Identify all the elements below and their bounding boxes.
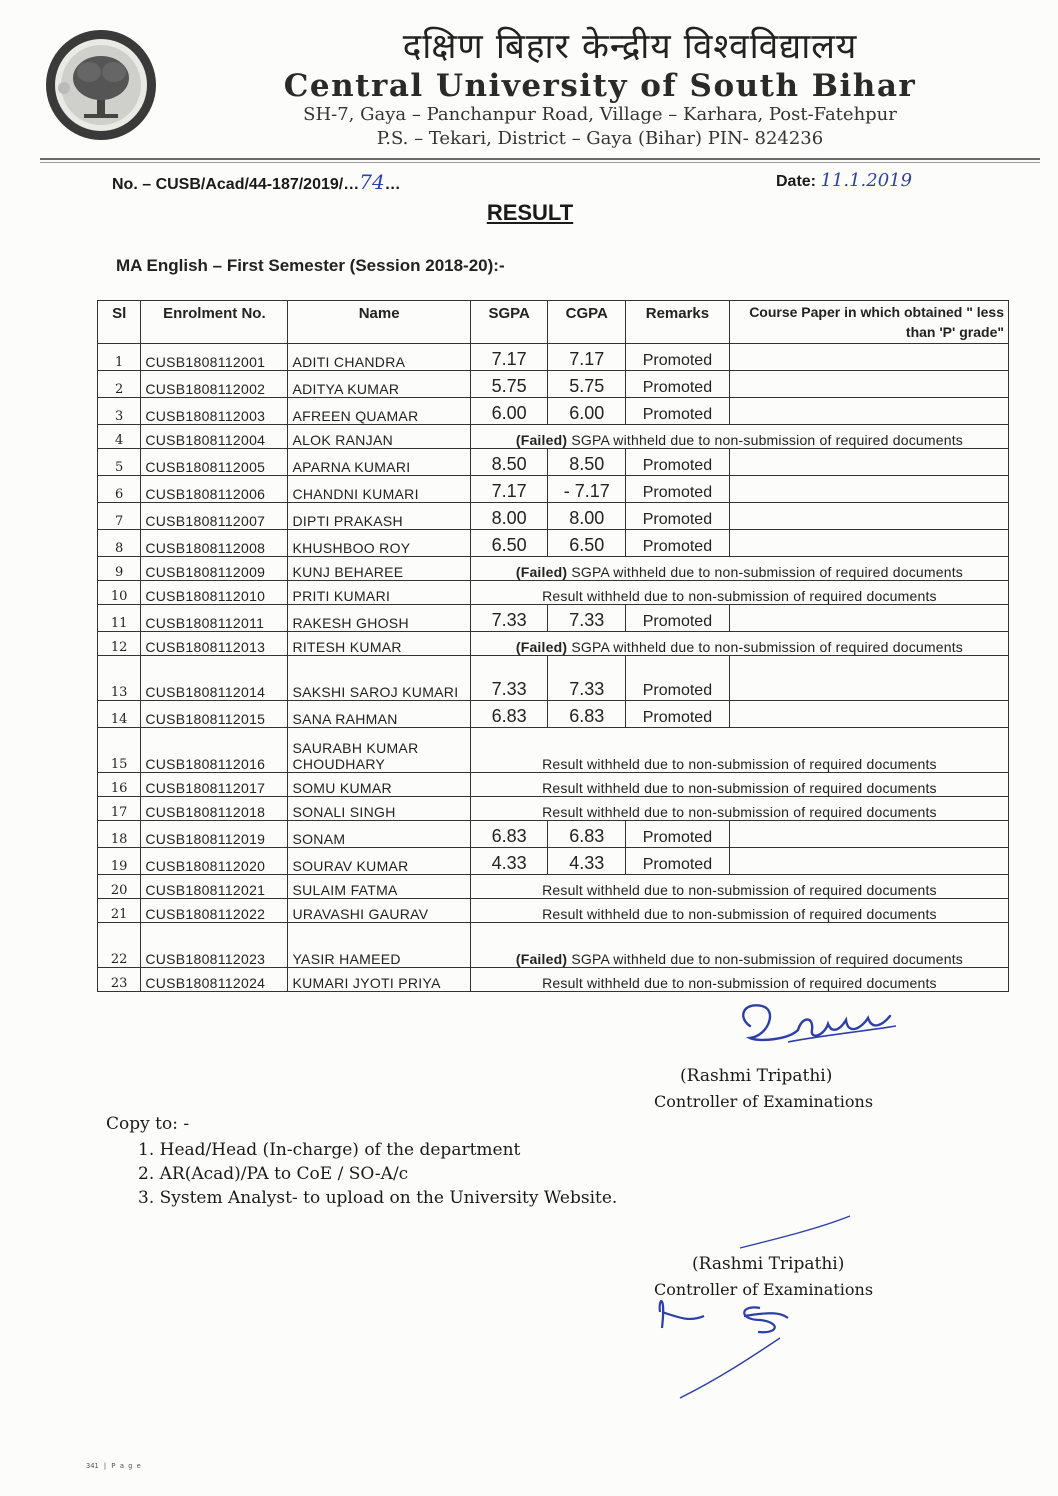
cell-course-paper bbox=[729, 656, 1008, 701]
header-divider-thin bbox=[40, 162, 1040, 163]
col-header-enrolment: Enrolment No. bbox=[141, 301, 288, 344]
cell-cgpa: 8.00 bbox=[548, 503, 626, 530]
cell-sgpa: 6.00 bbox=[470, 398, 548, 425]
cell-result-note bbox=[470, 923, 1008, 968]
university-logo bbox=[44, 28, 158, 142]
address-line-1: SH-7, Gaya – Panchanpur Road, Village – Karhara, Post-Fatehpur bbox=[303, 104, 897, 125]
cell-sl: 4 bbox=[98, 425, 141, 449]
cell-cgpa: 8.50 bbox=[548, 449, 626, 476]
table-row bbox=[98, 899, 1009, 923]
cell-name: SOURAV KUMAR bbox=[288, 848, 470, 875]
table-row bbox=[98, 968, 1009, 992]
cell-sl: 8 bbox=[98, 530, 141, 557]
cell-result-note bbox=[470, 557, 1008, 581]
cell-name: DIPTI PRAKASH bbox=[288, 503, 470, 530]
cell-name: SULAIM FATMA bbox=[288, 875, 470, 899]
cell-cgpa: 6.50 bbox=[548, 530, 626, 557]
cell-enrolment: CUSB1808112016 bbox=[141, 728, 288, 773]
cell-remarks: Promoted bbox=[626, 530, 730, 557]
cell-remarks: Promoted bbox=[626, 344, 730, 371]
cell-sgpa: 7.17 bbox=[470, 476, 548, 503]
table-row bbox=[98, 530, 1009, 557]
cell-cgpa: 4.33 bbox=[548, 848, 626, 875]
signature-mark bbox=[728, 996, 908, 1066]
table-row bbox=[98, 797, 1009, 821]
cell-enrolment: CUSB1808112013 bbox=[141, 632, 288, 656]
col-header-name: Name bbox=[288, 301, 470, 344]
cell-cgpa: - 7.17 bbox=[548, 476, 626, 503]
list-item: 2. AR(Acad)/PA to CoE / SO-A/c bbox=[138, 1164, 409, 1184]
cell-name: KUMARI JYOTI PRIYA bbox=[288, 968, 470, 992]
cell-enrolment: CUSB1808112014 bbox=[141, 656, 288, 701]
cell-name: SONAM bbox=[288, 821, 470, 848]
table-row bbox=[98, 476, 1009, 503]
table-row bbox=[98, 632, 1009, 656]
cell-name: YASIR HAMEED bbox=[288, 923, 470, 968]
cell-remarks: Promoted bbox=[626, 503, 730, 530]
cell-course-paper bbox=[729, 371, 1008, 398]
cell-enrolment: CUSB1808112020 bbox=[141, 848, 288, 875]
cell-sgpa: 6.50 bbox=[470, 530, 548, 557]
university-title-english: Central University of South Bihar bbox=[283, 68, 917, 104]
cell-name: ALOK RANJAN bbox=[288, 425, 470, 449]
table-row bbox=[98, 923, 1009, 968]
note-text: SGPA withheld due to non-submission of required documents bbox=[571, 564, 964, 580]
cell-cgpa: 7.17 bbox=[548, 344, 626, 371]
cell-sl: 23 bbox=[98, 968, 141, 992]
cell-enrolment: CUSB1808112018 bbox=[141, 797, 288, 821]
cell-cgpa: 6.83 bbox=[548, 821, 626, 848]
table-row bbox=[98, 848, 1009, 875]
cell-course-paper bbox=[729, 503, 1008, 530]
university-title-hindi: दक्षिण बिहार केन्द्रीय विश्वविद्यालय bbox=[402, 27, 858, 67]
cell-sl: 22 bbox=[98, 923, 141, 968]
cell-sl: 19 bbox=[98, 848, 141, 875]
failed-label: (Failed) bbox=[515, 564, 568, 580]
cell-enrolment: CUSB1808112022 bbox=[141, 899, 288, 923]
cell-sl: 21 bbox=[98, 899, 141, 923]
cell-remarks: Promoted bbox=[626, 449, 730, 476]
cell-enrolment: CUSB1808112021 bbox=[141, 875, 288, 899]
cell-name: KUNJ BEHAREE bbox=[288, 557, 470, 581]
reference-number: No. – CUSB/Acad/44-187/2019/…74… bbox=[112, 170, 401, 194]
cell-result-note bbox=[470, 581, 1008, 605]
cell-sgpa: 4.33 bbox=[470, 848, 548, 875]
signatory-name: (Rashmi Tripathi) bbox=[680, 1066, 833, 1086]
table-row bbox=[98, 449, 1009, 476]
cell-result-note bbox=[470, 632, 1008, 656]
cell-enrolment: CUSB1808112003 bbox=[141, 398, 288, 425]
table-header-row bbox=[98, 301, 1009, 344]
cell-sgpa: 6.83 bbox=[470, 821, 548, 848]
cell-sl: 1 bbox=[98, 344, 141, 371]
cell-cgpa: 5.75 bbox=[548, 371, 626, 398]
cell-result-note bbox=[470, 773, 1008, 797]
cell-name: PRITI KUMARI bbox=[288, 581, 470, 605]
cell-remarks: Promoted bbox=[626, 371, 730, 398]
table-row bbox=[98, 656, 1009, 701]
table-row bbox=[98, 503, 1009, 530]
note-text: Result withheld due to non-submission of required documents bbox=[542, 756, 937, 772]
cell-course-paper bbox=[729, 476, 1008, 503]
note-text: SGPA withheld due to non-submission of required documents bbox=[571, 639, 964, 655]
table-row bbox=[98, 821, 1009, 848]
cell-remarks: Promoted bbox=[626, 848, 730, 875]
cell-sgpa: 7.33 bbox=[470, 605, 548, 632]
cell-remarks: Promoted bbox=[626, 476, 730, 503]
cell-remarks: Promoted bbox=[626, 821, 730, 848]
failed-label: (Failed) bbox=[515, 639, 568, 655]
cell-course-paper bbox=[729, 821, 1008, 848]
table-row bbox=[98, 728, 1009, 773]
cell-remarks: Promoted bbox=[626, 605, 730, 632]
cell-sl: 7 bbox=[98, 503, 141, 530]
cell-name: SOMU KUMAR bbox=[288, 773, 470, 797]
cell-course-paper bbox=[729, 605, 1008, 632]
cell-remarks: Promoted bbox=[626, 398, 730, 425]
col-header-sl: Sl bbox=[98, 301, 141, 344]
cell-name: KHUSHBOO ROY bbox=[288, 530, 470, 557]
cell-result-note bbox=[470, 797, 1008, 821]
copy-to-label: Copy to: - bbox=[106, 1114, 190, 1134]
col-header-sgpa: SGPA bbox=[470, 301, 548, 344]
header-divider bbox=[40, 158, 1040, 160]
cell-enrolment: CUSB1808112023 bbox=[141, 923, 288, 968]
cell-name: ADITI CHANDRA bbox=[288, 344, 470, 371]
cell-enrolment: CUSB1808112007 bbox=[141, 503, 288, 530]
cell-sl: 15 bbox=[98, 728, 141, 773]
cell-enrolment: CUSB1808112009 bbox=[141, 557, 288, 581]
cell-name: ADITYA KUMAR bbox=[288, 371, 470, 398]
cell-name: RAKESH GHOSH bbox=[288, 605, 470, 632]
signatory-name-2: (Rashmi Tripathi) bbox=[692, 1254, 845, 1274]
cell-sl: 9 bbox=[98, 557, 141, 581]
cell-name: RITESH KUMAR bbox=[288, 632, 470, 656]
cell-sl: 2 bbox=[98, 371, 141, 398]
table-row bbox=[98, 875, 1009, 899]
cell-sl: 14 bbox=[98, 701, 141, 728]
document-heading: RESULT bbox=[486, 200, 574, 225]
note-text: Result withheld due to non-submission of required documents bbox=[542, 906, 937, 922]
cell-name: CHANDNI KUMARI bbox=[288, 476, 470, 503]
cell-cgpa: 7.33 bbox=[548, 656, 626, 701]
cell-remarks: Promoted bbox=[626, 656, 730, 701]
cell-name: SAKSHI SAROJ KUMARI bbox=[288, 656, 470, 701]
col-header-cgpa: CGPA bbox=[548, 301, 626, 344]
table-row bbox=[98, 581, 1009, 605]
table-row bbox=[98, 425, 1009, 449]
list-item: 3. System Analyst- to upload on the University Website. bbox=[138, 1188, 618, 1208]
cell-sl: 12 bbox=[98, 632, 141, 656]
table-row bbox=[98, 398, 1009, 425]
cell-cgpa: 6.00 bbox=[548, 398, 626, 425]
cell-name: URAVASHI GAURAV bbox=[288, 899, 470, 923]
result-table bbox=[97, 300, 1009, 992]
handwritten-ref: 74 bbox=[359, 170, 385, 194]
cell-course-paper bbox=[729, 530, 1008, 557]
cell-result-note bbox=[470, 968, 1008, 992]
cell-enrolment: CUSB1808112002 bbox=[141, 371, 288, 398]
cell-enrolment: CUSB1808112015 bbox=[141, 701, 288, 728]
table-row bbox=[98, 773, 1009, 797]
cell-enrolment: CUSB1808112001 bbox=[141, 344, 288, 371]
cell-sl: 3 bbox=[98, 398, 141, 425]
cell-remarks: Promoted bbox=[626, 701, 730, 728]
note-text: Result withheld due to non-submission of required documents bbox=[542, 588, 937, 604]
cell-result-note bbox=[470, 728, 1008, 773]
cell-course-paper bbox=[729, 848, 1008, 875]
cell-cgpa: 7.33 bbox=[548, 605, 626, 632]
cell-name: SONALI SINGH bbox=[288, 797, 470, 821]
note-text: SGPA withheld due to non-submission of required documents bbox=[571, 951, 964, 967]
cell-sgpa: 8.00 bbox=[470, 503, 548, 530]
cell-course-paper bbox=[729, 701, 1008, 728]
cell-enrolment: CUSB1808112004 bbox=[141, 425, 288, 449]
cell-sgpa: 8.50 bbox=[470, 449, 548, 476]
cell-cgpa: 6.83 bbox=[548, 701, 626, 728]
cell-sl: 17 bbox=[98, 797, 141, 821]
copy-to-list bbox=[138, 1138, 617, 1210]
cell-enrolment: CUSB1808112024 bbox=[141, 968, 288, 992]
table-row bbox=[98, 371, 1009, 398]
address-line-2: P.S. – Tekari, District – Gaya (Bihar) PIN- 824236 bbox=[376, 128, 824, 149]
cell-name: SANA RAHMAN bbox=[288, 701, 470, 728]
programme-subtitle: MA English – First Semester (Session 2018-20):- bbox=[116, 256, 505, 275]
failed-label: (Failed) bbox=[515, 951, 568, 967]
cell-name: APARNA KUMARI bbox=[288, 449, 470, 476]
failed-label: (Failed) bbox=[515, 432, 568, 448]
cell-course-paper bbox=[729, 344, 1008, 371]
cell-sl: 13 bbox=[98, 656, 141, 701]
signatory-designation-2: Controller of Examinations bbox=[654, 1280, 874, 1299]
cell-name: AFREEN QUAMAR bbox=[288, 398, 470, 425]
cell-sl: 16 bbox=[98, 773, 141, 797]
note-text: Result withheld due to non-submission of required documents bbox=[542, 882, 937, 898]
cell-enrolment: CUSB1808112006 bbox=[141, 476, 288, 503]
cell-result-note bbox=[470, 875, 1008, 899]
table-row bbox=[98, 344, 1009, 371]
note-text: Result withheld due to non-submission of required documents bbox=[542, 975, 937, 991]
cell-enrolment: CUSB1808112019 bbox=[141, 821, 288, 848]
cell-enrolment: CUSB1808112017 bbox=[141, 773, 288, 797]
cell-enrolment: CUSB1808112011 bbox=[141, 605, 288, 632]
cell-enrolment: CUSB1808112005 bbox=[141, 449, 288, 476]
cell-sl: 20 bbox=[98, 875, 141, 899]
cell-sl: 6 bbox=[98, 476, 141, 503]
cell-sl: 5 bbox=[98, 449, 141, 476]
signature-initials bbox=[640, 1208, 870, 1408]
cell-sgpa: 7.17 bbox=[470, 344, 548, 371]
note-text: Result withheld due to non-submission of required documents bbox=[542, 780, 937, 796]
cell-sl: 10 bbox=[98, 581, 141, 605]
note-text: SGPA withheld due to non-submission of required documents bbox=[571, 432, 964, 448]
issue-date: Date: 11.1.2019 bbox=[776, 170, 913, 191]
cell-sgpa: 5.75 bbox=[470, 371, 548, 398]
cell-enrolment: CUSB1808112010 bbox=[141, 581, 288, 605]
cell-sl: 18 bbox=[98, 821, 141, 848]
table-row bbox=[98, 557, 1009, 581]
cell-enrolment: CUSB1808112008 bbox=[141, 530, 288, 557]
col-header-remarks: Remarks bbox=[626, 301, 730, 344]
cell-sl: 11 bbox=[98, 605, 141, 632]
cell-result-note bbox=[470, 425, 1008, 449]
cell-course-paper bbox=[729, 449, 1008, 476]
list-item: 1. Head/Head (In-charge) of the department bbox=[138, 1140, 521, 1160]
handwritten-date: 11.1.2019 bbox=[820, 170, 913, 191]
cell-sgpa: 7.33 bbox=[470, 656, 548, 701]
cell-sgpa: 6.83 bbox=[470, 701, 548, 728]
note-text: Result withheld due to non-submission of required documents bbox=[542, 804, 937, 820]
table-row bbox=[98, 605, 1009, 632]
col-header-course-paper: Course Paper in which obtained " less than 'P' grade" bbox=[729, 301, 1008, 344]
page-footer: 341 | P a g e bbox=[86, 1462, 141, 1470]
cell-result-note bbox=[470, 899, 1008, 923]
cell-course-paper bbox=[729, 398, 1008, 425]
cell-name: SAURABH KUMAR CHOUDHARY bbox=[288, 728, 470, 773]
signatory-designation: Controller of Examinations bbox=[654, 1092, 874, 1111]
table-row bbox=[98, 701, 1009, 728]
